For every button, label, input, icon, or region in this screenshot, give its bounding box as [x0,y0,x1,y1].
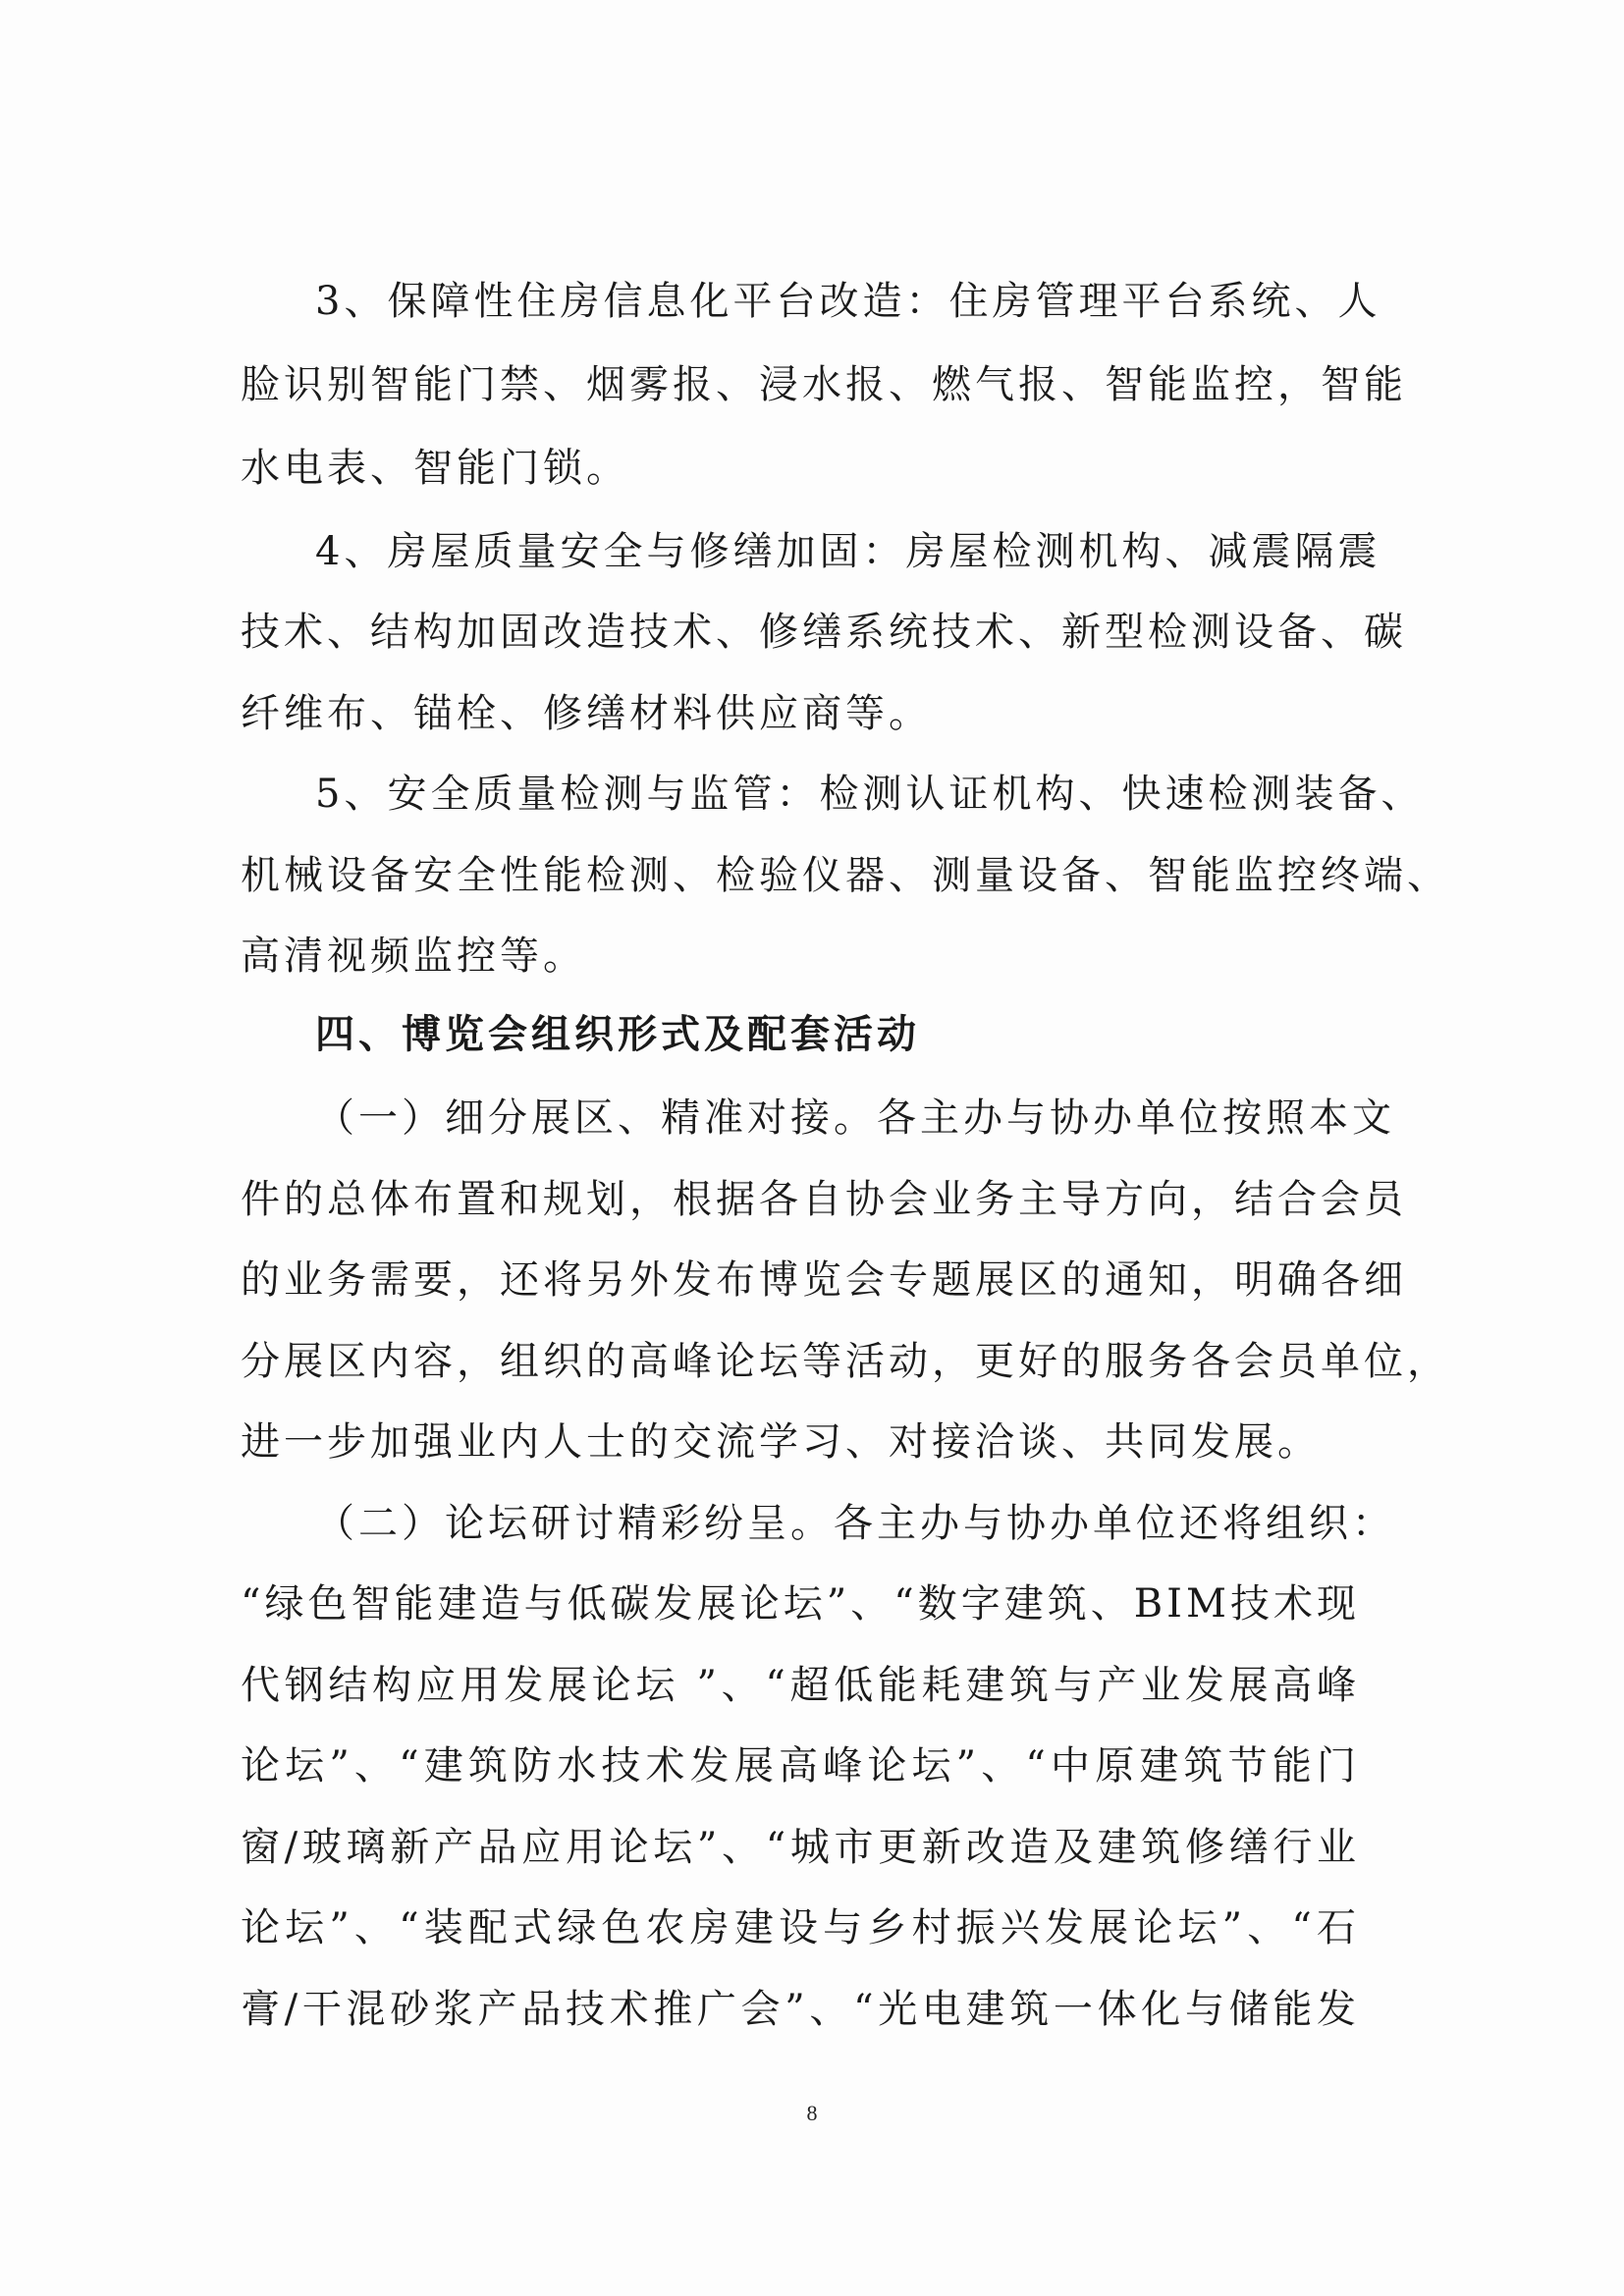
item-4-line-3: 纤维布、锚栓、修缮材料供应商等。 [241,691,932,736]
para-2-line-4: 论坛”、“建筑防水技术发展高峰论坛”、“中原建筑节能门 [241,1743,1360,1789]
para-2-line-3: 代钢结构应用发展论坛 ”、“超低能耗建筑与产业发展高峰 [241,1663,1360,1708]
para-1-line-2: 件的总体布置和规划，根据各自协会业务主导方向，结合会员 [241,1177,1407,1222]
item-5-line-2: 机械设备安全性能检测、检验仪器、测量设备、智能监控终端、 [241,853,1450,898]
para-2-line-6: 论坛”、“装配式绿色农房建设与乡村振兴发展论坛”、“石 [241,1905,1360,1950]
para-2-line-5: 窗/玻璃新产品应用论坛”、“城市更新改造及建筑修缮行业 [241,1825,1360,1870]
para-1-line-4: 分展区内容，组织的高峰论坛等活动，更好的服务各会员单位， [241,1339,1450,1384]
item-3-line-2: 脸识别智能门禁、烟雾报、浸水报、燃气报、智能监控，智能 [241,362,1407,407]
item-5-line-1: 5、安全质量检测与监管：检测认证机构、快速检测装备、 [315,772,1425,817]
item-5-line-3: 高清视频监控等。 [241,934,586,979]
para-2-line-2: “绿色智能建造与低碳发展论坛”、“数字建筑、BIM技术现 [241,1581,1360,1627]
item-3-line-1: 3、保障性住房信息化平台改造：住房管理平台系统、人 [315,279,1381,324]
para-1-line-1: （一）细分展区、精准对接。各主办与协办单位按照本文 [315,1095,1395,1141]
item-3-line-3: 水电表、智能门锁。 [241,446,629,491]
para-2-line-7: 膏/干混砂浆产品技术推广会”、“光电建筑一体化与储能发 [241,1987,1360,2032]
item-4-line-2: 技术、结构加固改造技术、修缮系统技术、新型检测设备、碳 [241,610,1407,655]
section-heading: 四、博览会组织形式及配套活动 [315,1012,920,1057]
para-1-line-3: 的业务需要，还将另外发布博览会专题展区的通知，明确各细 [241,1257,1407,1303]
page-number: 8 [806,2101,818,2125]
para-2-line-1: （二）论坛研讨精彩纷呈。各主办与协办单位还将组织： [315,1501,1395,1546]
item-4-line-1: 4、房屋质量安全与修缮加固：房屋检测机构、减震隔震 [315,529,1381,574]
para-1-line-5: 进一步加强业内人士的交流学习、对接洽谈、共同发展。 [241,1419,1321,1465]
